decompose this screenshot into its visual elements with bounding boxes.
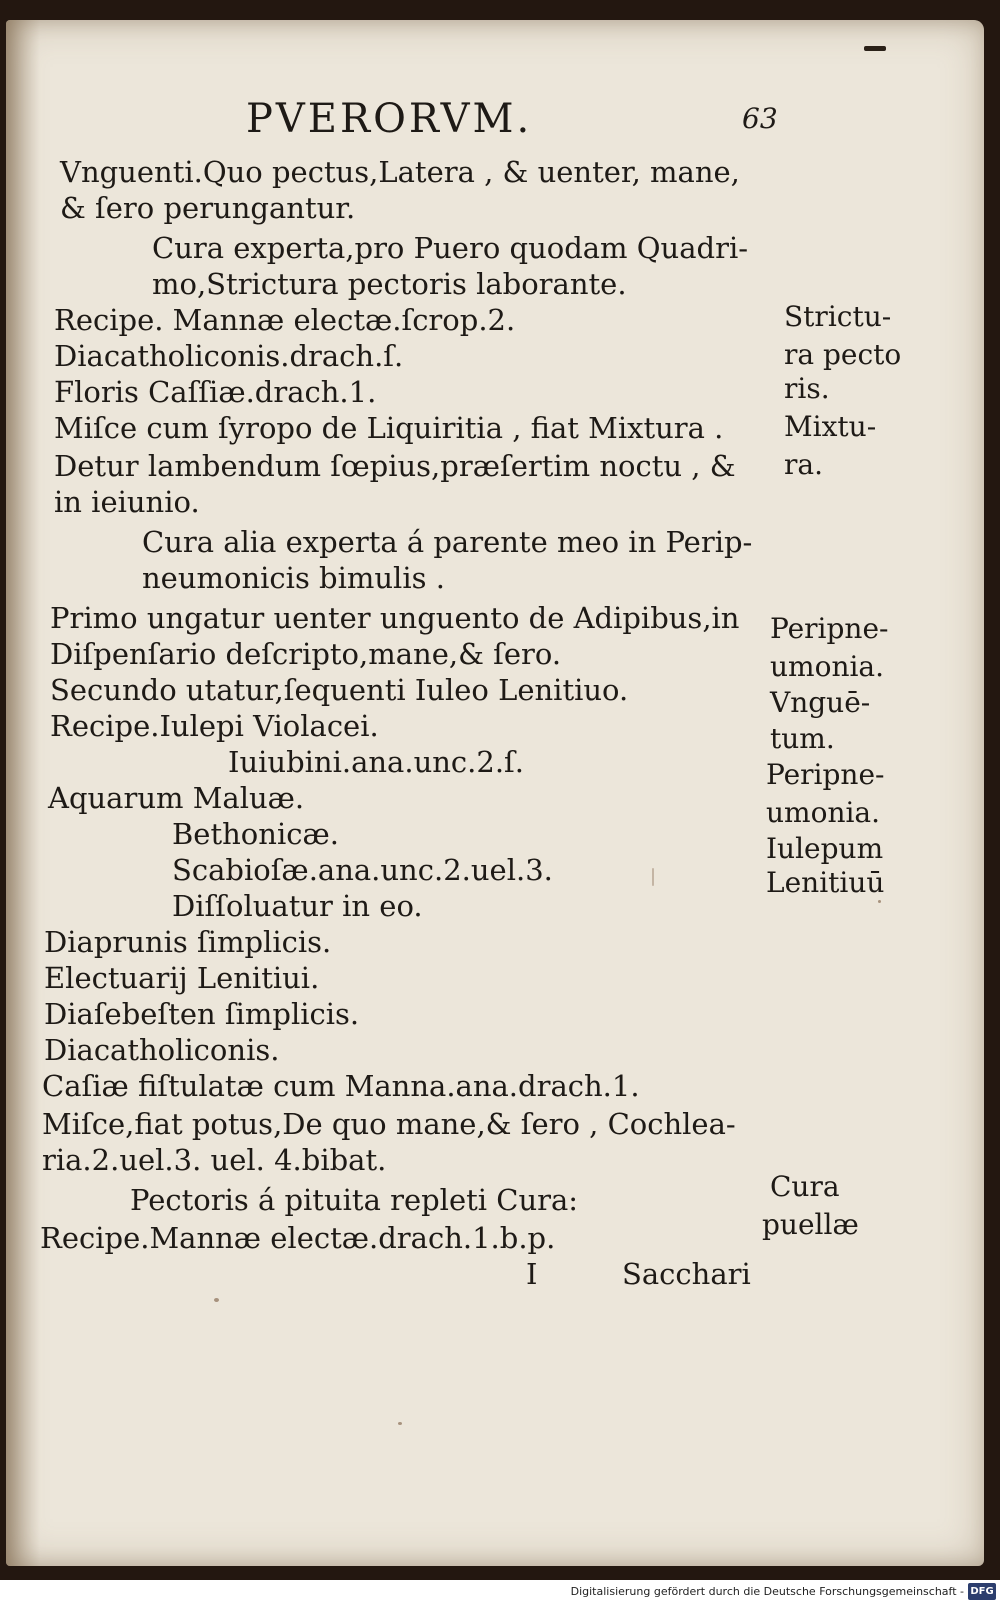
marginal-note: Strictu- bbox=[784, 300, 892, 333]
text-line: Diſſoluatur in eo. bbox=[172, 889, 423, 923]
credit-bar bbox=[0, 1580, 1000, 1604]
marginal-note: puellæ bbox=[762, 1208, 859, 1241]
paper-speck bbox=[214, 1298, 219, 1302]
marginal-note: Cura bbox=[770, 1170, 840, 1203]
text-line: Miſce,fiat potus,De quo mane,& ſero , Cochlea- bbox=[42, 1107, 736, 1141]
book-page bbox=[6, 20, 984, 1566]
text-line: Miſce cum ſyropo de Liquiritia , fiat Mixtura . bbox=[54, 411, 724, 445]
text-line: Cura alia experta á parente meo in Perip- bbox=[142, 525, 753, 559]
running-head: PVERORVM. bbox=[246, 96, 533, 142]
text-line: Scabioſæ.ana.unc.2.uel.3. bbox=[172, 853, 553, 887]
marginal-note: Vnguē- bbox=[770, 686, 871, 719]
text-line: Aquarum Maluæ. bbox=[48, 781, 305, 815]
signature-mark: I bbox=[526, 1257, 538, 1291]
marginal-note: Peripne- bbox=[766, 758, 885, 791]
marginal-note: Mixtu- bbox=[784, 410, 877, 443]
text-line: Diacatholiconis. bbox=[44, 1033, 280, 1067]
text-line: Diaprunis ſimplicis. bbox=[44, 925, 332, 959]
marginal-note: umonia. bbox=[766, 796, 881, 829]
text-line: Primo ungatur uenter unguento de Adipibus,in bbox=[50, 601, 740, 635]
text-line: Recipe.Iulepi Violacei. bbox=[50, 709, 379, 743]
text-line: & ſero perungantur. bbox=[60, 191, 356, 225]
text-line: in ieiunio. bbox=[54, 485, 200, 519]
funding-credit: Digitalisierung gefördert durch die Deutsche Forschungsgemeinschaft - bbox=[570, 1585, 964, 1598]
dfg-logo: DFG bbox=[968, 1583, 996, 1600]
marginal-note: ris. bbox=[784, 372, 830, 405]
marginal-note: ra. bbox=[784, 448, 823, 481]
text-line: Recipe. Mannæ electæ.ſcrop.2. bbox=[54, 303, 516, 337]
page-gutter-shadow bbox=[6, 20, 40, 1566]
marginal-note: tum. bbox=[770, 722, 835, 755]
ink-mark bbox=[864, 46, 886, 51]
text-line: Electuarij Lenitiui. bbox=[44, 961, 320, 995]
marginal-note: umonia. bbox=[770, 650, 885, 683]
text-line: Bethonicæ. bbox=[172, 817, 339, 851]
text-line: Pectoris á pituita repleti Cura: bbox=[130, 1183, 579, 1217]
page-number: 63 bbox=[742, 102, 778, 135]
text-line: Secundo utatur,ſequenti Iuleo Lenitiuo. bbox=[50, 673, 629, 707]
text-line: Floris Caſſiæ.drach.1. bbox=[54, 375, 377, 409]
text-line: mo,Strictura pectoris laborante. bbox=[152, 267, 627, 301]
catchword: Sacchari bbox=[622, 1257, 751, 1291]
text-line: Diſpenſario deſcripto,mane,& ſero. bbox=[50, 637, 562, 671]
text-line: neumonicis bimulis . bbox=[142, 561, 445, 595]
text-line: Recipe.Mannæ electæ.drach.1.b.p. bbox=[40, 1221, 556, 1255]
text-line: ria.2.uel.3. uel. 4.bibat. bbox=[42, 1143, 387, 1177]
text-line: Detur lambendum ſœpius,præſertim noctu , & bbox=[54, 449, 736, 483]
paper-speck bbox=[652, 868, 654, 886]
text-line: Vnguenti.Quo pectus,Latera , & uenter, mane, bbox=[60, 155, 740, 189]
text-line: Iuiubini.ana.unc.2.ſ. bbox=[228, 745, 525, 779]
marginal-note: Lenitiuū bbox=[766, 866, 885, 899]
text-line: Caſiæ fiſtulatæ cum Manna.ana.drach.1. bbox=[42, 1069, 640, 1103]
text-line: Diacatholiconis.drach.ſ. bbox=[54, 339, 404, 373]
marginal-note: Peripne- bbox=[770, 612, 889, 645]
text-line: Cura experta,pro Puero quodam Quadri- bbox=[152, 231, 749, 265]
paper-speck bbox=[878, 900, 881, 903]
paper-speck bbox=[398, 1422, 402, 1425]
marginal-note: ra pecto bbox=[784, 338, 902, 371]
marginal-note: Iulepum bbox=[766, 832, 884, 865]
text-line: Diaſebeſten ſimplicis. bbox=[44, 997, 360, 1031]
